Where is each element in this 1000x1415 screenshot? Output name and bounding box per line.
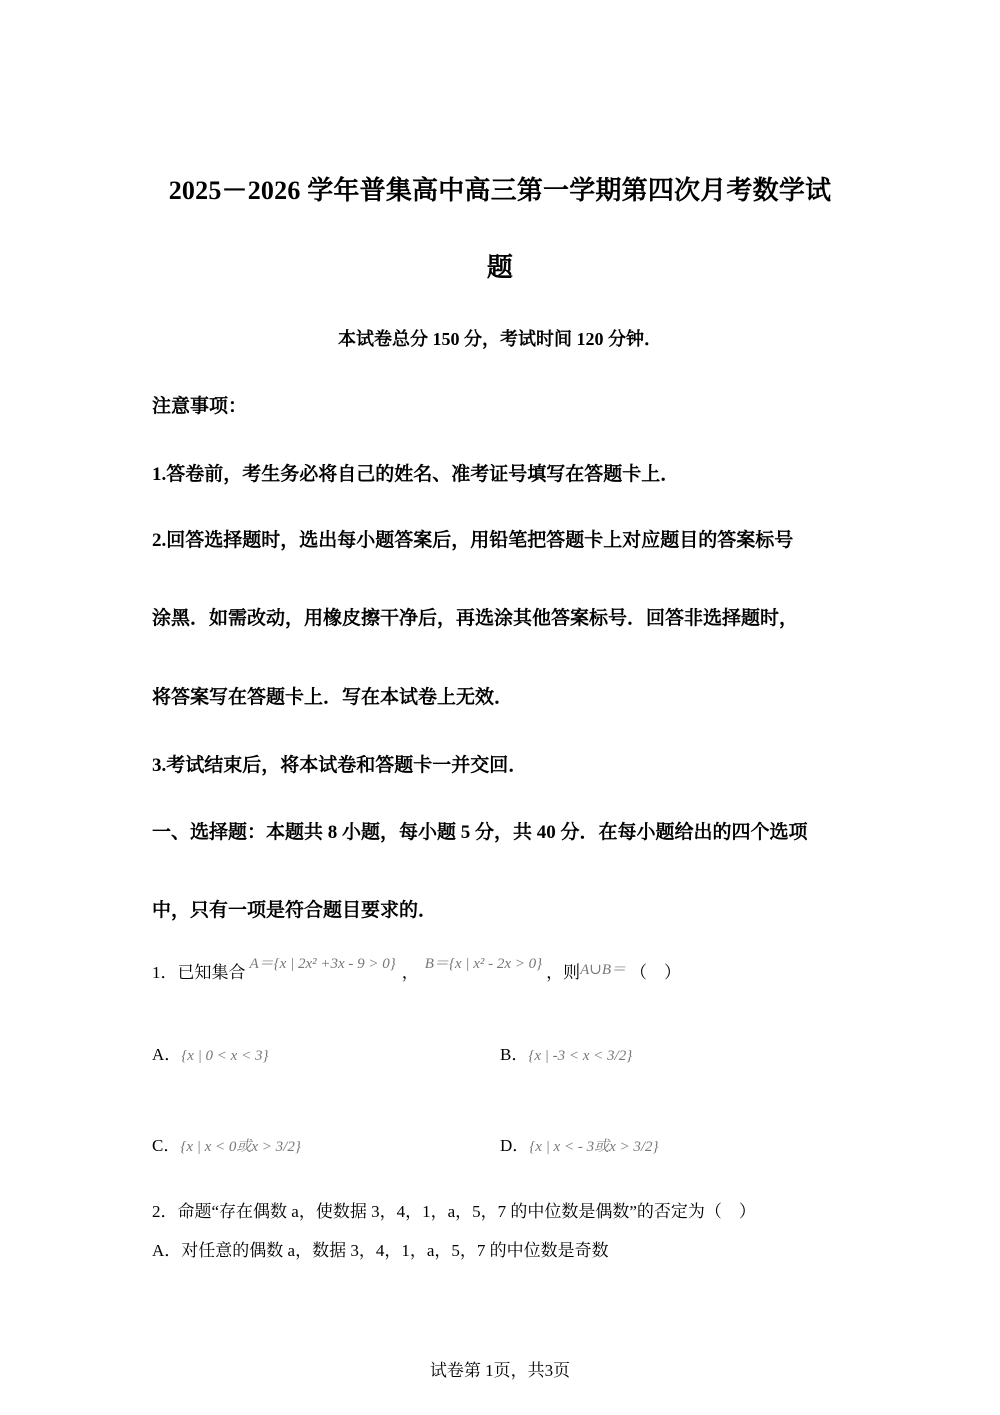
option-a-set: {x | 0 < x < 3}	[181, 1048, 269, 1064]
question-1-stem	[152, 958, 681, 983]
option-a-label: A．	[152, 1045, 182, 1064]
option-c-set: {x | x < 0或x > 3/2}	[180, 1139, 301, 1155]
question-2-stem: 2．命题“存在偶数 a，使数据 3，4，1，a，5，7 的中位数是偶数”的否定为（ ）	[152, 1202, 756, 1221]
notice-item-3: 3.考试结束后，将本试卷和答题卡一并交回．	[152, 755, 528, 776]
page-footer: 试卷第 1页，共3页	[429, 1361, 571, 1380]
question-2-option-a[interactable]: A．对任意的偶数 a，数据 3，4，1，a，5，7 的中位数是奇数	[152, 1241, 609, 1260]
question-1-prefix: 1．已知集合	[152, 963, 246, 982]
option-b-set: {x | -3 < x < 3/2}	[528, 1048, 633, 1064]
notice-heading: 注意事项：	[152, 396, 248, 417]
exam-info: 本试卷总分 150 分，考试时间 120 分钟．	[338, 329, 662, 349]
notice-item-2-line-2: 涂黑．如需改动，用橡皮擦干净后，再选涂其他答案标号．回答非选择题时，	[152, 608, 799, 629]
option-c-label: C．	[152, 1136, 181, 1155]
answer-bracket: （ ）	[630, 963, 682, 982]
set-a-expression: A＝{x | 2x² +3x - 9 > 0}	[249, 956, 396, 972]
option-b[interactable]	[500, 1040, 632, 1065]
page-title-continued: 题	[486, 253, 514, 282]
option-d-set: {x | x < - 3或x > 3/2}	[529, 1139, 659, 1155]
option-d-label: D．	[500, 1136, 530, 1155]
question-1-separator: ，	[401, 963, 419, 982]
page-title: 2025－2026 学年普集高中高三第一学期第四次月考数学试	[168, 176, 832, 205]
section-heading-line-1: 一、选择题：本题共 8 小题，每小题 5 分，共 40 分．在每小题给出的四个选项	[152, 822, 808, 843]
option-d[interactable]	[500, 1131, 659, 1156]
union-expression: A∪B＝	[580, 962, 627, 978]
section-heading-line-2: 中，只有一项是符合题目要求的．	[152, 900, 438, 921]
notice-item-2-line-3: 将答案写在答题卡上．写在本试卷上无效．	[152, 687, 514, 708]
option-a[interactable]	[152, 1040, 268, 1065]
option-c[interactable]	[152, 1131, 301, 1156]
set-b-expression: B＝{x | x² - 2x > 0}	[424, 956, 543, 972]
option-b-label: B．	[500, 1045, 529, 1064]
question-1-connector: ，则	[546, 963, 581, 982]
notice-item-2-line-1: 2.回答选择题时，选出每小题答案后，用铅笔把答题卡上对应题目的答案标号	[152, 530, 794, 551]
notice-item-1: 1.答卷前，考生务必将自己的姓名、准考证号填写在答题卡上．	[152, 464, 680, 485]
